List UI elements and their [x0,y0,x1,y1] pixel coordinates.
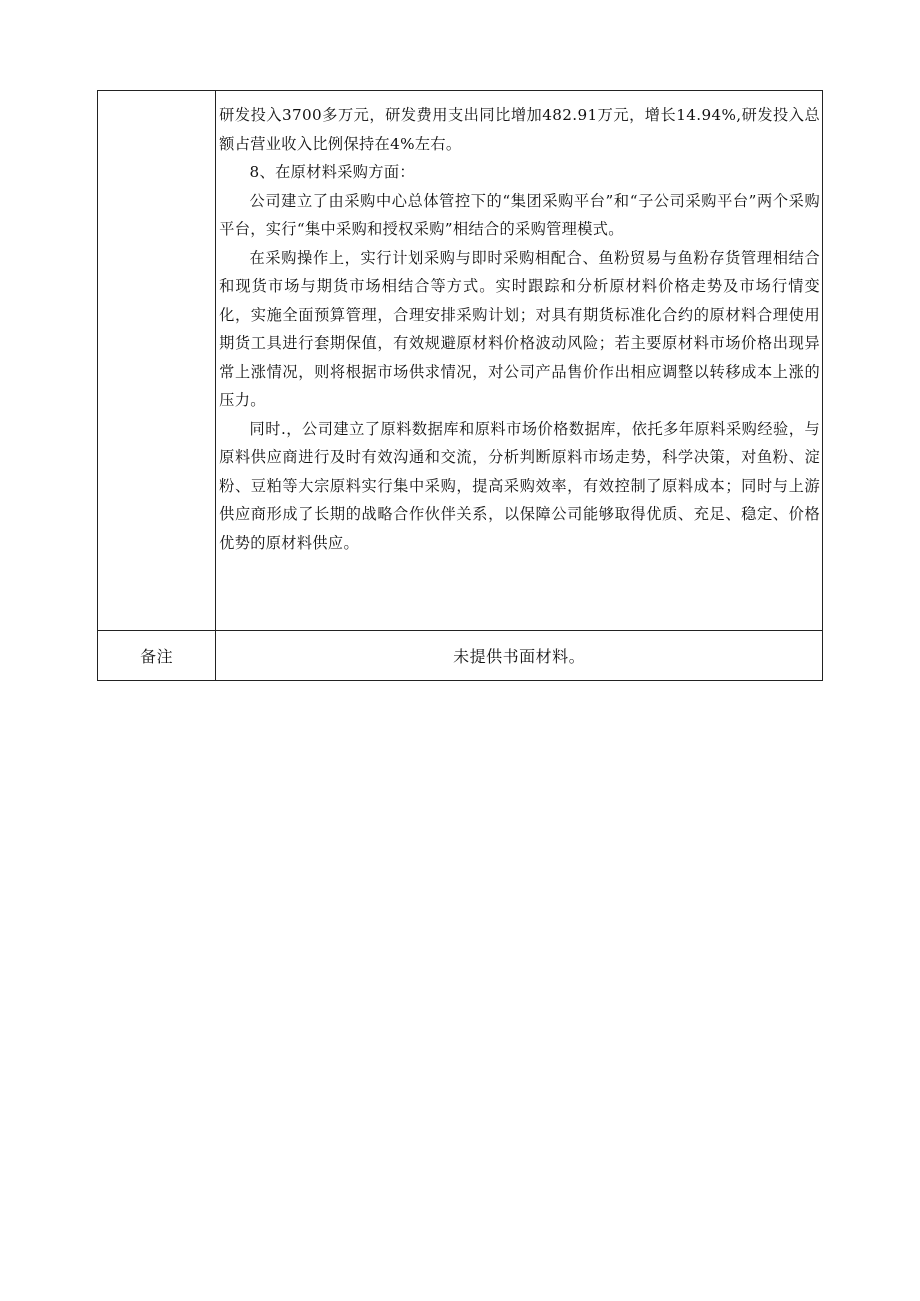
remark-label: 备注 [98,631,216,681]
remark-row [98,631,823,681]
content-cell [216,91,823,631]
paragraph-procurement-operations: 在采购操作上，实行计划采购与即时采购相配合、鱼粉贸易与鱼粉存货管理相结合和现货市场与期货市场相结合等方式。实时跟踪和分析原材料价格走势及市场行情变化，实施全面预算管理，合理安排采购计划；对具有期货标准化合约的原材料合理使用期货工具进行套期保值，有效规避原材料价格波动风险；若主要原材料市场价格出现异常上涨情况，则将根据市场供求情况，对公司产品售价作出相应调整以转移成本上涨的压力。 [219,248,820,409]
paragraph-rd-investment: 研发投入3700多万元，研发费用支出同比增加482.91万元，增长14.94%,研发投入总额占营业收入比例保持在4%左右。 [219,106,820,153]
remark-value: 未提供书面材料。 [216,631,823,681]
empty-label-cell [98,91,216,631]
document-table [97,90,823,681]
paragraph-heading-procurement: 8、在原材料采购方面： [249,163,415,181]
content-row [98,91,823,631]
paragraph-procurement-platforms: 公司建立了由采购中心总体管控下的“集团采购平台”和“子公司采购平台”两个采购平台，实行“集中采购和授权采购”相结合的采购管理模式。 [219,191,820,238]
paragraph-raw-material-database: 同时.，公司建立了原料数据库和原料市场价格数据库，依托多年原料采购经验，与原料供应商进行及时有效沟通和交流，分析判断原料市场走势，科学决策，对鱼粉、淀粉、豆粕等大宗原料实行集中采购，提高采购效率，有效控制了原料成本；同时与上游供应商形成了长期的战略合作伙伴关系，以保障公司能够取得优质、充足、稳定、价格优势的原材料供应。 [219,419,820,552]
